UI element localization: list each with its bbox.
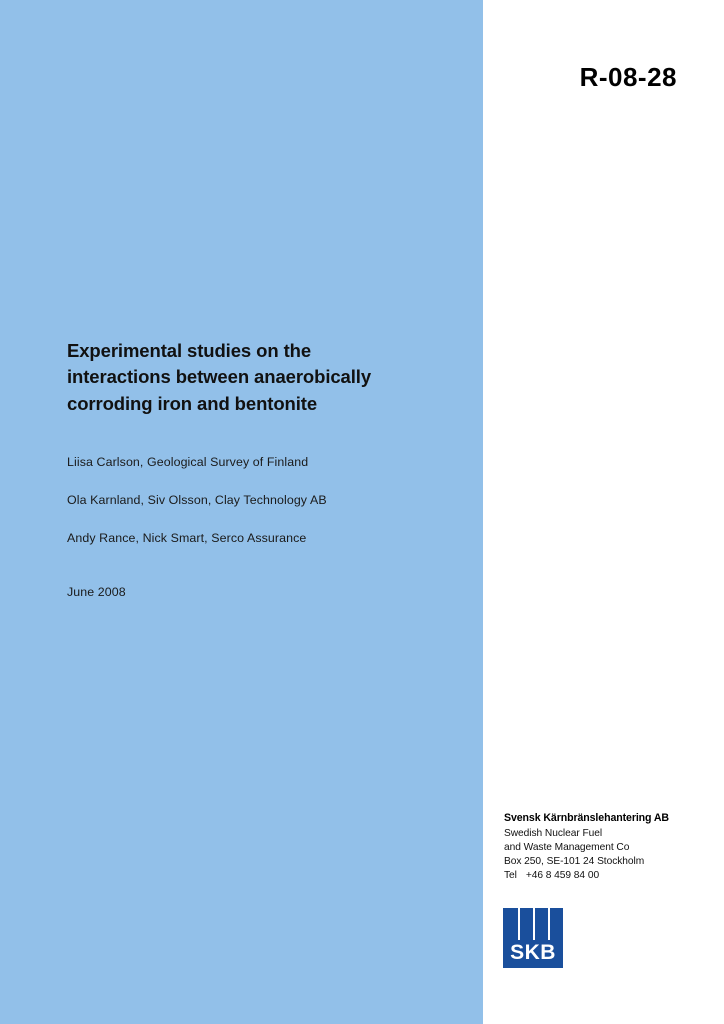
skb-logo: [503, 908, 563, 968]
logo-text: SKB: [510, 941, 556, 964]
telephone-label: Tel: [504, 870, 517, 882]
logo-stripe: [548, 908, 550, 940]
logo-stripe: [533, 908, 535, 940]
report-number: R-08-28: [579, 62, 677, 92]
author-line: Ola Karnland, Siv Olsson, Clay Technology AB: [67, 492, 327, 507]
logo-stripe: [518, 908, 520, 940]
title-block: [67, 338, 457, 417]
title-line-1: Experimental studies on the: [67, 340, 312, 361]
title-line-3: corroding iron and bentonite: [67, 392, 318, 414]
author-line: Liisa Carlson, Geological Survey of Finland: [67, 455, 309, 469]
telephone-number: +46 8 459 84 00: [525, 870, 600, 882]
publication-date: June 2008: [67, 585, 126, 599]
title-line-2: interactions between anaerobically: [67, 366, 372, 388]
publisher-address-line: Box 250, SE-101 24 Stockholm: [504, 856, 645, 868]
author-line: Andy Rance, Nick Smart, Serco Assurance: [67, 530, 307, 545]
publisher-name: Svensk Kärnbränslehantering AB: [504, 812, 669, 824]
publisher-block: [504, 812, 704, 883]
publisher-telephone: [504, 869, 704, 883]
author-list: [67, 455, 467, 569]
publisher-address-line: Swedish Nuclear Fuel: [504, 827, 603, 839]
publisher-address-line: and Waste Management Co: [504, 842, 630, 854]
page-title: [67, 338, 457, 417]
